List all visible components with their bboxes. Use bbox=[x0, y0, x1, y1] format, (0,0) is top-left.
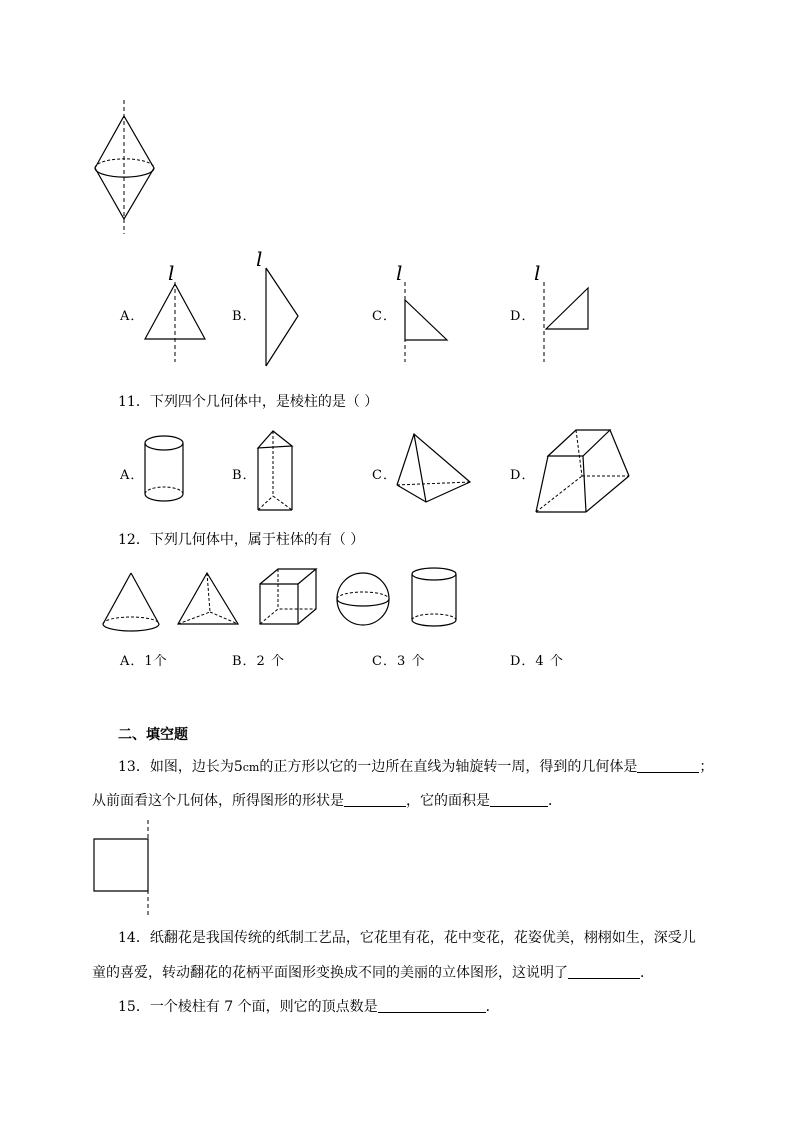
option-letter: B bbox=[232, 309, 243, 324]
option-sep: ． bbox=[521, 468, 536, 483]
question-text: ．下列几何体中，属于柱体的有（ ） bbox=[135, 532, 365, 548]
q15-blank[interactable] bbox=[378, 998, 486, 1013]
q12-figure-cube bbox=[256, 566, 322, 628]
q12-figure-pyramid bbox=[174, 570, 242, 630]
double-cone-figure bbox=[88, 98, 164, 238]
q12-option-d[interactable]: D．4 个 bbox=[510, 654, 564, 669]
option-letter: D bbox=[510, 309, 522, 324]
q13-text-pre: 13．如图，边长为5 bbox=[118, 759, 243, 775]
option-sep: ． bbox=[382, 468, 397, 483]
q13-line2 bbox=[92, 791, 562, 811]
q14-period: ． bbox=[640, 965, 654, 981]
q12-stem bbox=[118, 530, 364, 550]
option-sep: ． bbox=[130, 468, 145, 483]
q12-figure-cylinder bbox=[406, 564, 462, 632]
q13-line2-mid: ，它的面积是 bbox=[406, 793, 490, 809]
q11-stem bbox=[118, 392, 378, 412]
axis-label-l: l bbox=[534, 261, 541, 285]
option-sep: ． bbox=[521, 309, 536, 324]
q14-line1: 14．纸翻花是我国传统的纸制工艺品，它花里有花，花中变花，花姿优美，栩栩如生，深受儿 bbox=[118, 930, 696, 946]
q14-line2-pre: 童的喜爱，转动翻花的花柄平面图形变换成不同的美丽的立体图形，这说明了 bbox=[92, 965, 568, 981]
question-number: 12 bbox=[118, 532, 136, 548]
q11-figure-d-frustum bbox=[532, 426, 636, 518]
option-letter: A bbox=[120, 468, 131, 483]
q13-blank-3[interactable] bbox=[490, 792, 548, 807]
option-sep: ． bbox=[242, 468, 257, 483]
q12-option-a[interactable]: A．1个 bbox=[120, 654, 168, 669]
section-heading: 二、填空题 bbox=[118, 727, 188, 743]
option-letter: B bbox=[232, 468, 243, 483]
option-sep: ． bbox=[130, 309, 145, 324]
q12-option-b[interactable]: B．2 个 bbox=[232, 654, 285, 669]
q14-blank[interactable] bbox=[568, 964, 640, 979]
option-sep: ． bbox=[382, 309, 397, 324]
q15-period: ． bbox=[485, 999, 500, 1015]
axis-label-l: l bbox=[168, 261, 175, 285]
axis-label-l: l bbox=[396, 261, 403, 285]
q13-blank-1[interactable] bbox=[637, 758, 699, 773]
q13-blank-2[interactable] bbox=[344, 792, 406, 807]
q12-figure-sphere bbox=[334, 570, 392, 628]
q13-square-figure bbox=[90, 818, 156, 918]
q13-period: ． bbox=[548, 793, 562, 809]
option-sep: ． bbox=[242, 309, 257, 324]
q15-line bbox=[118, 997, 500, 1017]
q11-figure-a-cylinder bbox=[142, 432, 188, 504]
q14-line2 bbox=[92, 963, 654, 983]
q10-figure-c-right-triangle bbox=[394, 262, 454, 366]
q11-option-b[interactable] bbox=[232, 464, 257, 483]
q13-unit: cm bbox=[242, 761, 260, 774]
q11-figure-c-pyramid bbox=[392, 430, 474, 506]
q12-option-c[interactable]: C．3 个 bbox=[372, 654, 426, 669]
axis-label-l: l bbox=[256, 247, 263, 271]
question-text: ．下列四个几何体中，是棱柱的是（ ） bbox=[135, 394, 379, 410]
q10-option-b[interactable] bbox=[232, 305, 257, 324]
option-letter: A bbox=[120, 309, 131, 324]
q11-figure-b-triangular-prism bbox=[254, 428, 300, 514]
option-letter: C bbox=[372, 468, 383, 483]
q11-option-a[interactable] bbox=[120, 464, 144, 483]
option-letter: C bbox=[372, 309, 383, 324]
q10-figure-d-right-triangle bbox=[532, 262, 594, 366]
q13-text-post: 的正方形以它的一边所在直线为轴旋转一周，得到的几何体是 bbox=[259, 759, 638, 775]
q10-figure-b-triangle bbox=[254, 248, 304, 370]
q15-text: 15．一个棱柱有 7 个面，则它的顶点数是 bbox=[118, 999, 378, 1015]
q10-figure-a-triangle bbox=[140, 262, 212, 366]
q13-line1 bbox=[118, 757, 713, 778]
q12-figure-cone bbox=[100, 570, 162, 636]
q13-line2-pre: 从前面看这个几何体，所得图形的形状是 bbox=[92, 793, 344, 809]
question-number: 11 bbox=[118, 394, 136, 410]
q13-semicolon: ； bbox=[699, 759, 714, 775]
option-letter: D bbox=[510, 468, 522, 483]
